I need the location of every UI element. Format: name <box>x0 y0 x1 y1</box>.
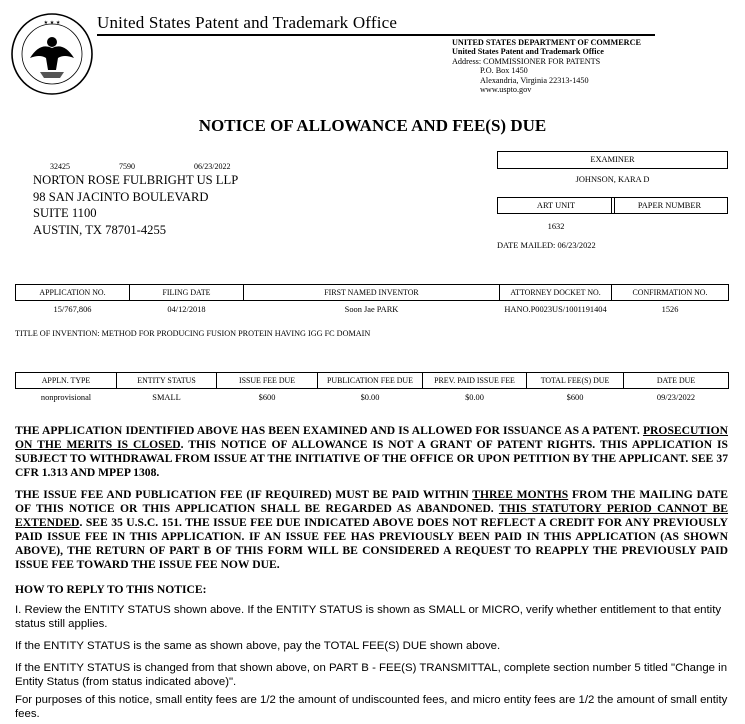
allowance-text-1: THE APPLICATION IDENTIFIED ABOVE HAS BEEN EXAMINED AND IS ALLOWED FOR ISSUANCE AS A PATENT. <box>15 424 640 437</box>
howto-heading: HOW TO REPLY TO THIS NOTICE: <box>15 583 207 596</box>
svg-text:★ ★ ★: ★ ★ ★ <box>43 20 61 26</box>
instruction-1: I. Review the ENTITY STATUS shown above. If the ENTITY STATUS is shown as SMALL or MICRO, verify whether entitlement to that entity status still applies. <box>15 604 722 630</box>
header-appln-type: APPLN. TYPE <box>16 373 117 389</box>
uspto-seal-icon <box>10 12 94 96</box>
application-no: 15/767,806 <box>53 304 92 314</box>
fee-text-3: . SEE 35 U.S.C. 151. THE ISSUE FEE DUE INDICATED ABOVE DOES NOT REFLECT A CREDIT FOR ANY PREVIOUSLY PAID ISSUE FEE IN THIS APPLICATION. IF AN ISSUE FEE HAS PREVIOUSLY BEEN PAID IN THIS APPLICATION (AS SHOWN ABOVE), THE RETURN OF PART B OF THIS FORM WILL BE CONSIDERED A REQUEST TO REAPPLY THE PREVIOUSLY PAID ISSUE FEE TOWARD THE ISSUE FEE NOW DUE. <box>15 516 728 571</box>
document-title: NOTICE OF ALLOWANCE AND FEE(S) DUE <box>198 116 547 135</box>
entity-status: SMALL <box>152 392 181 402</box>
total-fees-due: $600 <box>566 392 584 402</box>
header-application-no: APPLICATION NO. <box>16 285 130 301</box>
confirmation-no: 1526 <box>661 304 679 314</box>
suite: SUITE 1100 <box>33 206 97 220</box>
header-confirmation-no: CONFIRMATION NO. <box>612 285 729 301</box>
header-entity-status: ENTITY STATUS <box>117 373 217 389</box>
art-unit-value: 1632 <box>547 222 565 231</box>
header-filing-date: FILING DATE <box>130 285 244 301</box>
dept-line1: UNITED STATES DEPARTMENT OF COMMERCE <box>452 38 641 47</box>
filing-date: 04/12/2018 <box>167 304 206 314</box>
appln-type: nonprovisional <box>40 392 92 402</box>
fee-text-1: THE ISSUE FEE AND PUBLICATION FEE (IF REQUIRED) MUST BE PAID WITHIN <box>15 488 473 501</box>
header-issue-fee-due: ISSUE FEE DUE <box>217 373 318 389</box>
examiner-name: JOHNSON, KARA D <box>575 175 650 184</box>
date-due: 09/23/2022 <box>656 392 696 402</box>
form-code: 7590 <box>119 162 135 171</box>
dept-po-box: P.O. Box 1450 <box>480 66 528 76</box>
firm-name: NORTON ROSE FULBRIGHT US LLP <box>33 173 239 187</box>
prev-paid-issue-fee: $0.00 <box>465 392 484 402</box>
instruction-2: If the ENTITY STATUS is the same as shown above, pay the TOTAL FEE(S) DUE shown above. <box>15 640 501 652</box>
header-first-named-inventor: FIRST NAMED INVENTOR <box>244 285 500 301</box>
fee-text-2: FROM THE MAILING DATE OF THIS NOTICE OR THIS APPLICATION SHALL BE REGARDED AS ABANDONED. <box>15 488 728 515</box>
attorney-docket-no: HANO.P0023US/10011914​04 <box>504 304 607 314</box>
header-prev-paid-issue-fee: PREV. PAID ISSUE FEE <box>423 373 527 389</box>
fee-paragraph <box>15 488 728 572</box>
instruction-4: For purposes of this notice, small entity fees are 1/2 the amount of undiscounted fees, and micro entity fees are 1/2 the amount of small entity fees. <box>15 694 728 720</box>
art-unit-label: ART UNIT <box>497 197 615 214</box>
dept-line2: United States Patent and Trademark Office <box>452 47 604 57</box>
dept-city: Alexandria, Virginia 22313-1450 <box>480 75 589 85</box>
statutory-period-text: THIS STATUTORY PERIOD CANNOT BE EXTENDED <box>15 502 729 529</box>
street: 98 SAN JACINTO BOULEVARD <box>33 189 209 204</box>
dept-address-value: COMMISSIONER FOR PATENTS <box>483 56 601 66</box>
application-table <box>15 284 729 317</box>
three-months-text: THREE MONTHS <box>472 488 569 501</box>
header-rule <box>97 34 655 36</box>
dept-web: www.uspto.gov <box>480 85 532 95</box>
dept-address-block <box>452 38 641 94</box>
dept-address-label: Address: <box>452 56 482 66</box>
correspondence-address <box>33 172 238 238</box>
examiner-label: EXAMINER <box>497 151 728 169</box>
publication-fee-due: $0.00 <box>360 392 380 402</box>
prosecution-closed-text: PROSECUTION ON THE MERITS IS CLOSED <box>15 424 729 451</box>
customer-code: 32425 <box>50 162 70 171</box>
instruction-3: If the ENTITY STATUS is changed from that shown above, on PART B - FEE(S) TRANSMITTAL, complete section number 5 titled "Change in Entity Status (from status indicated above)". <box>15 662 728 688</box>
date-mailed: DATE MAILED: 06/23/2022 <box>497 241 596 250</box>
paper-number-label: PAPER NUMBER <box>611 197 728 214</box>
allowance-paragraph <box>15 424 728 480</box>
notice-date: 06/23/2022 <box>194 162 231 171</box>
header-publication-fee-due: PUBLICATION FEE DUE <box>318 373 423 389</box>
title-of-invention: TITLE OF INVENTION: METHOD FOR PRODUCING FUSION PROTEIN HAVING IGG FC DOMAIN <box>15 329 371 338</box>
first-named-inventor: Soon Jae PARK <box>344 304 399 314</box>
office-name: United States Patent and Trademark Office <box>97 13 398 32</box>
allowance-text-2: . THIS NOTICE OF ALLOWANCE IS NOT A GRANT OF PATENT RIGHTS. THIS APPLICATION IS SUBJECT TO WITHDRAWAL FROM ISSUE AT THE INITIATIVE OF THE OFFICE OR UPON PETITION BY THE APPLICANT. SEE 37 CFR 1.313 AND MPEP 1308. <box>15 438 728 479</box>
city-line: AUSTIN, TX 78701-4255 <box>33 222 167 237</box>
header-date-due: DATE DUE <box>624 373 729 389</box>
fee-table <box>15 372 729 405</box>
header-total-fees-due: TOTAL FEE(S) DUE <box>527 373 624 389</box>
header-attorney-docket: ATTORNEY DOCKET NO. <box>500 285 612 301</box>
issue-fee-due: $600 <box>258 392 276 402</box>
